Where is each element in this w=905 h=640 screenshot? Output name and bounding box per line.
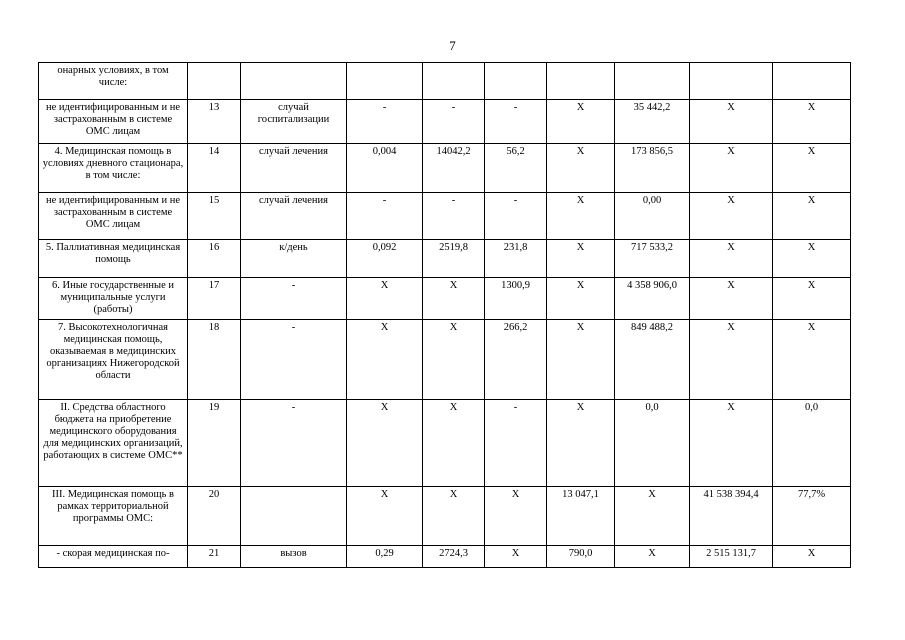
table-cell: 56,2 bbox=[485, 144, 547, 193]
table-cell: 15 bbox=[188, 193, 241, 240]
table-cell bbox=[773, 63, 851, 100]
table-cell bbox=[615, 63, 690, 100]
table-cell: 7. Высокотехнологичная медицинская помощь, оказываемая в медицинских организациях Нижегородской области bbox=[39, 320, 188, 400]
table-row bbox=[39, 240, 851, 278]
table-cell: 14042,2 bbox=[423, 144, 485, 193]
table-cell: 4 358 906,0 bbox=[615, 278, 690, 320]
table-cell: 19 bbox=[188, 400, 241, 487]
table-cell: Х bbox=[423, 400, 485, 487]
table-cell: 266,2 bbox=[485, 320, 547, 400]
table-cell: 17 bbox=[188, 278, 241, 320]
financing-table bbox=[38, 62, 851, 568]
table-row bbox=[39, 278, 851, 320]
table-cell: случай лечения bbox=[241, 144, 347, 193]
table-cell bbox=[241, 63, 347, 100]
table-cell: Х bbox=[347, 278, 423, 320]
table-cell: Х bbox=[423, 278, 485, 320]
table-cell: 2724,3 bbox=[423, 546, 485, 568]
table-cell: Х bbox=[690, 100, 773, 144]
table-cell: Х bbox=[690, 240, 773, 278]
table-cell: Х bbox=[347, 487, 423, 546]
table-cell: 13 bbox=[188, 100, 241, 144]
table-cell: Х bbox=[773, 278, 851, 320]
table-cell: - bbox=[485, 193, 547, 240]
table-cell: 0,092 bbox=[347, 240, 423, 278]
table-row bbox=[39, 193, 851, 240]
table-cell bbox=[547, 63, 615, 100]
table-cell: Х bbox=[547, 144, 615, 193]
table-cell: Х bbox=[690, 193, 773, 240]
table-cell: Х bbox=[547, 278, 615, 320]
table-cell: - bbox=[485, 400, 547, 487]
table-cell: Х bbox=[690, 278, 773, 320]
table-cell: 13 047,1 bbox=[547, 487, 615, 546]
table-cell: Х bbox=[773, 144, 851, 193]
table-cell: 1300,9 bbox=[485, 278, 547, 320]
table-cell: Х bbox=[690, 144, 773, 193]
table-cell bbox=[485, 63, 547, 100]
table-cell: случай лечения bbox=[241, 193, 347, 240]
table-cell: Х bbox=[547, 320, 615, 400]
table-cell: Х bbox=[547, 400, 615, 487]
table-cell: Х bbox=[423, 320, 485, 400]
table-cell: случай госпитализации bbox=[241, 100, 347, 144]
table-cell: Х bbox=[547, 240, 615, 278]
table-cell: 717 533,2 bbox=[615, 240, 690, 278]
table-cell: 2 515 131,7 bbox=[690, 546, 773, 568]
table-cell bbox=[423, 63, 485, 100]
table-row bbox=[39, 100, 851, 144]
table-cell: 20 bbox=[188, 487, 241, 546]
table-cell: 41 538 394,4 bbox=[690, 487, 773, 546]
table-cell: 77,7% bbox=[773, 487, 851, 546]
table-cell bbox=[690, 63, 773, 100]
table-cell: Х bbox=[690, 320, 773, 400]
table-cell: онарных условиях, в том числе: bbox=[39, 63, 188, 100]
table-cell: - скорая медицинская по- bbox=[39, 546, 188, 568]
table-cell: Х bbox=[773, 320, 851, 400]
page-number: 7 bbox=[449, 38, 456, 53]
table-cell: - bbox=[241, 278, 347, 320]
table-row bbox=[39, 400, 851, 487]
table-cell: к/день bbox=[241, 240, 347, 278]
table-cell: 14 bbox=[188, 144, 241, 193]
table-cell: Х bbox=[347, 320, 423, 400]
table-cell: 0,0 bbox=[615, 400, 690, 487]
table-cell: Х bbox=[773, 193, 851, 240]
table-cell bbox=[241, 487, 347, 546]
table-cell: 0,29 bbox=[347, 546, 423, 568]
table-cell: Х bbox=[547, 193, 615, 240]
table-row bbox=[39, 144, 851, 193]
table-cell: 0,004 bbox=[347, 144, 423, 193]
table-row bbox=[39, 320, 851, 400]
table-cell: - bbox=[423, 100, 485, 144]
table-cell: 35 442,2 bbox=[615, 100, 690, 144]
table-cell: 0,00 bbox=[615, 193, 690, 240]
table-cell: Х bbox=[547, 100, 615, 144]
table-cell: 5. Паллиативная медицинская помощь bbox=[39, 240, 188, 278]
table-cell: 18 bbox=[188, 320, 241, 400]
table-cell: Х bbox=[615, 546, 690, 568]
table-cell: 790,0 bbox=[547, 546, 615, 568]
table-cell: 231,8 bbox=[485, 240, 547, 278]
table-cell: Х bbox=[485, 546, 547, 568]
table-cell: 849 488,2 bbox=[615, 320, 690, 400]
table-cell: III. Медицинская помощь в рамках территориальной программы ОМС: bbox=[39, 487, 188, 546]
table-cell: вызов bbox=[241, 546, 347, 568]
table-cell: Х bbox=[773, 240, 851, 278]
table-cell: не идентифицированным и не застрахованным в системе ОМС лицам bbox=[39, 193, 188, 240]
table-cell: - bbox=[241, 320, 347, 400]
table-cell: 16 bbox=[188, 240, 241, 278]
table-cell: - bbox=[485, 100, 547, 144]
table-row bbox=[39, 487, 851, 546]
table-cell: 4. Медицинская помощь в условиях дневного стационара, в том числе: bbox=[39, 144, 188, 193]
table-cell bbox=[347, 63, 423, 100]
table-cell: 6. Иные государственные и муниципальные услуги (работы) bbox=[39, 278, 188, 320]
table-cell: Х bbox=[773, 100, 851, 144]
table-cell: - bbox=[347, 193, 423, 240]
table-cell: - bbox=[241, 400, 347, 487]
table-cell: Х bbox=[485, 487, 547, 546]
table-cell: - bbox=[347, 100, 423, 144]
table-cell: 0,0 bbox=[773, 400, 851, 487]
table-cell: - bbox=[423, 193, 485, 240]
table-cell: Х bbox=[347, 400, 423, 487]
table-cell: 2519,8 bbox=[423, 240, 485, 278]
table-cell: не идентифицированным и не застрахованным в системе ОМС лицам bbox=[39, 100, 188, 144]
table-cell: Х bbox=[690, 400, 773, 487]
table-row bbox=[39, 63, 851, 100]
table-cell: Х bbox=[423, 487, 485, 546]
table-cell bbox=[188, 63, 241, 100]
table-cell: Х bbox=[615, 487, 690, 546]
table-cell: 173 856,5 bbox=[615, 144, 690, 193]
table-row bbox=[39, 546, 851, 568]
table-cell: 21 bbox=[188, 546, 241, 568]
table-cell: Х bbox=[773, 546, 851, 568]
table-cell: II. Средства областного бюджета на приобретение медицинского оборудования для медицинских организаций, работающих в системе ОМС** bbox=[39, 400, 188, 487]
